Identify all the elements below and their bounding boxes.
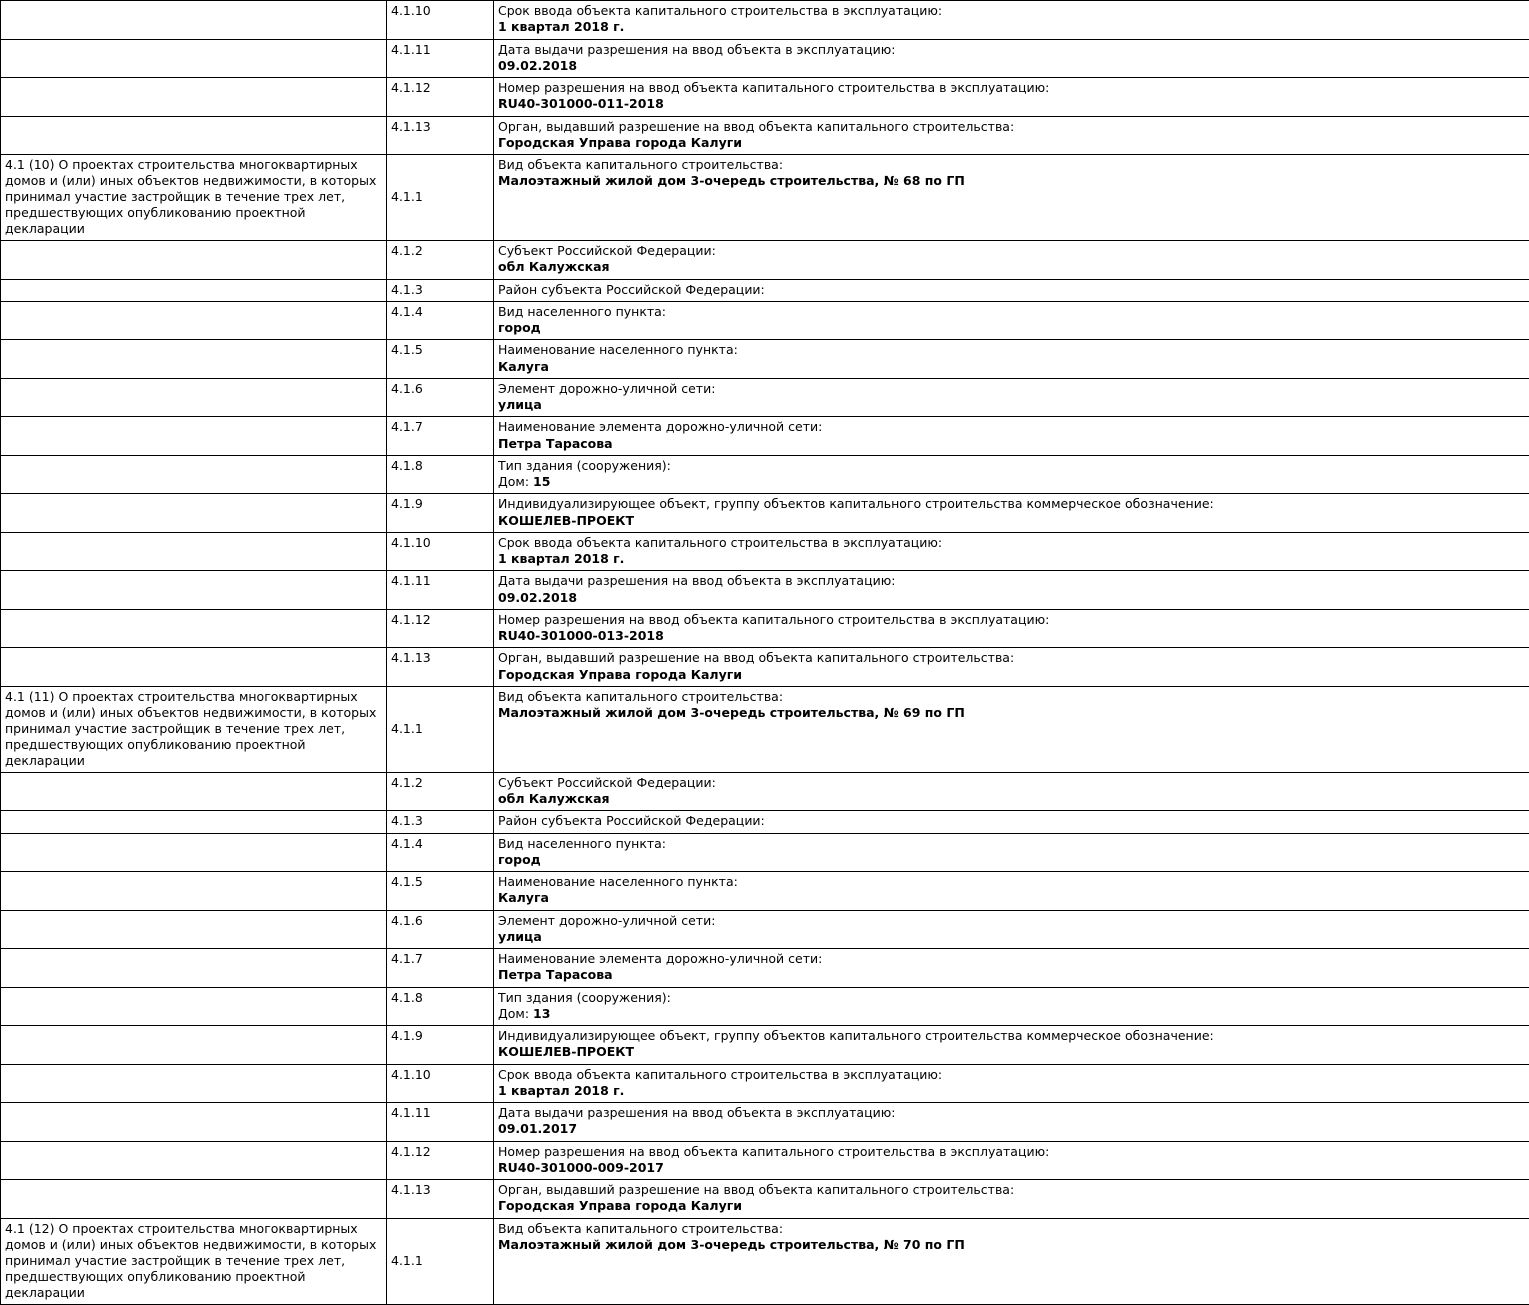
- field-value: Петра Тарасова: [498, 967, 1525, 983]
- section-description-cell: [1, 949, 387, 988]
- field-value-cell: [494, 571, 1529, 610]
- field-value: город: [498, 852, 1525, 868]
- field-code-cell: 4.1.9: [387, 494, 494, 533]
- table-row: [1, 455, 1529, 494]
- field-value: 09.02.2018: [498, 58, 1525, 74]
- field-code-cell: 4.1.1: [387, 155, 494, 241]
- section-description-cell: [1, 648, 387, 687]
- table-row: [1, 1103, 1529, 1142]
- field-value-cell: [494, 872, 1529, 911]
- section-description-cell: [1, 455, 387, 494]
- field-code-cell: 4.1.11: [387, 39, 494, 78]
- field-code-cell: 4.1.13: [387, 1180, 494, 1219]
- field-label: Тип здания (сооружения):: [498, 458, 1525, 474]
- field-code-cell: 4.1.1: [387, 1218, 494, 1304]
- field-value-cell: [494, 833, 1529, 872]
- table-row: [1, 116, 1529, 155]
- field-value: КОШЕЛЕВ-ПРОЕКТ: [498, 513, 1525, 529]
- field-label: Наименование элемента дорожно-уличной сети:: [498, 951, 1525, 967]
- field-code-cell: 4.1.3: [387, 811, 494, 833]
- field-value-cell: [494, 910, 1529, 949]
- table-row: [1, 571, 1529, 610]
- field-value-cell: [494, 648, 1529, 687]
- section-description-cell: [1, 39, 387, 78]
- field-code-cell: 4.1.2: [387, 241, 494, 280]
- field-label: Срок ввода объекта капитального строительства в эксплуатацию:: [498, 3, 1525, 19]
- field-label: Тип здания (сооружения):: [498, 990, 1525, 1006]
- field-label: Район субъекта Российской Федерации:: [498, 813, 1525, 829]
- field-label: Субъект Российской Федерации:: [498, 775, 1525, 791]
- field-code-cell: 4.1.8: [387, 987, 494, 1026]
- field-value-cell: [494, 494, 1529, 533]
- field-label: Наименование элемента дорожно-уличной сети:: [498, 419, 1525, 435]
- field-code-cell: 4.1.2: [387, 772, 494, 811]
- table-row: [1, 279, 1529, 301]
- field-code-cell: 4.1.10: [387, 532, 494, 571]
- section-description-cell: [1, 609, 387, 648]
- section-description-cell: [1, 772, 387, 811]
- field-label: Орган, выдавший разрешение на ввод объекта капитального строительства:: [498, 650, 1525, 666]
- section-description-cell: [1, 811, 387, 833]
- section-description-cell: [1, 78, 387, 117]
- field-label: Дата выдачи разрешения на ввод объекта в эксплуатацию:: [498, 573, 1525, 589]
- table-row: [1, 1064, 1529, 1103]
- field-code-cell: 4.1.5: [387, 872, 494, 911]
- field-code-cell: 4.1.1: [387, 686, 494, 772]
- section-description-cell: [1, 340, 387, 379]
- table-row: [1, 155, 1529, 241]
- field-code-cell: 4.1.12: [387, 78, 494, 117]
- field-value-cell: [494, 1064, 1529, 1103]
- field-value-cell: [494, 987, 1529, 1026]
- field-code-cell: 4.1.3: [387, 279, 494, 301]
- table-row: [1, 872, 1529, 911]
- field-code-cell: 4.1.13: [387, 648, 494, 687]
- field-code-cell: 4.1.7: [387, 949, 494, 988]
- field-value: 1 квартал 2018 г.: [498, 19, 1525, 35]
- field-label: Срок ввода объекта капитального строительства в эксплуатацию:: [498, 1067, 1525, 1083]
- field-value: Калуга: [498, 890, 1525, 906]
- field-value: обл Калужская: [498, 259, 1525, 275]
- table-row: [1, 1, 1529, 40]
- field-label: Наименование населенного пункта:: [498, 342, 1525, 358]
- field-value: [498, 474, 1525, 490]
- section-description-cell: 4.1 (12) О проектах строительства многоквартирных домов и (или) иных объектов недвижимости, в которых принимал участие застройщик в течение трех лет, предшествующих опубликованию проектной декларации: [1, 1218, 387, 1304]
- field-value-cell: [494, 686, 1529, 772]
- field-value-cell: [494, 279, 1529, 301]
- section-description-cell: 4.1 (11) О проектах строительства многоквартирных домов и (или) иных объектов недвижимости, в которых принимал участие застройщик в течение трех лет, предшествующих опубликованию проектной декларации: [1, 686, 387, 772]
- field-label: Вид объекта капитального строительства:: [498, 157, 1525, 173]
- field-value: КОШЕЛЕВ-ПРОЕКТ: [498, 1044, 1525, 1060]
- section-description-cell: [1, 987, 387, 1026]
- field-label: Субъект Российской Федерации:: [498, 243, 1525, 259]
- field-code-cell: 4.1.7: [387, 417, 494, 456]
- section-description-cell: [1, 1026, 387, 1065]
- field-code-cell: 4.1.10: [387, 1064, 494, 1103]
- table-row: [1, 949, 1529, 988]
- table-row: [1, 1180, 1529, 1219]
- field-value: улица: [498, 929, 1525, 945]
- field-label: Вид населенного пункта:: [498, 836, 1525, 852]
- section-description-cell: [1, 532, 387, 571]
- field-label: Наименование населенного пункта:: [498, 874, 1525, 890]
- field-code-cell: 4.1.10: [387, 1, 494, 40]
- field-value: Городская Управа города Калуги: [498, 135, 1525, 151]
- field-label: Район субъекта Российской Федерации:: [498, 282, 1525, 298]
- field-value-cell: [494, 301, 1529, 340]
- table-row: [1, 494, 1529, 533]
- field-value: Городская Управа города Калуги: [498, 667, 1525, 683]
- field-value-cell: [494, 949, 1529, 988]
- field-value: RU40-301000-011-2018: [498, 96, 1525, 112]
- field-value: улица: [498, 397, 1525, 413]
- field-value: Малоэтажный жилой дом 3-очередь строительства, № 69 по ГП: [498, 705, 1525, 721]
- field-value: 1 квартал 2018 г.: [498, 551, 1525, 567]
- field-label: Индивидуализирующее объект, группу объектов капитального строительства коммерческое обозначение:: [498, 1028, 1525, 1044]
- field-label: Индивидуализирующее объект, группу объектов капитального строительства коммерческое обозначение:: [498, 496, 1525, 512]
- section-description-cell: [1, 833, 387, 872]
- field-value: 09.02.2018: [498, 590, 1525, 606]
- section-description-cell: 4.1 (10) О проектах строительства многоквартирных домов и (или) иных объектов недвижимости, в которых принимал участие застройщик в течение трех лет, предшествующих опубликованию проектной декларации: [1, 155, 387, 241]
- field-value-cell: [494, 772, 1529, 811]
- field-label: Орган, выдавший разрешение на ввод объекта капитального строительства:: [498, 1182, 1525, 1198]
- field-label: Номер разрешения на ввод объекта капитального строительства в эксплуатацию:: [498, 612, 1525, 628]
- field-value-text: 13: [533, 1006, 550, 1021]
- field-label: Вид населенного пункта:: [498, 304, 1525, 320]
- field-code-cell: 4.1.13: [387, 116, 494, 155]
- field-value: Калуга: [498, 359, 1525, 375]
- table-row: [1, 833, 1529, 872]
- section-description-cell: [1, 571, 387, 610]
- table-row: [1, 648, 1529, 687]
- section-description-cell: [1, 494, 387, 533]
- field-value: обл Калужская: [498, 791, 1525, 807]
- section-description-cell: [1, 872, 387, 911]
- field-value: город: [498, 320, 1525, 336]
- table-row: [1, 987, 1529, 1026]
- table-row: [1, 1141, 1529, 1180]
- field-value-cell: [494, 1026, 1529, 1065]
- field-value-cell: [494, 455, 1529, 494]
- field-code-cell: 4.1.11: [387, 571, 494, 610]
- table-row: [1, 532, 1529, 571]
- field-value-cell: [494, 609, 1529, 648]
- field-value-cell: [494, 340, 1529, 379]
- field-value: Петра Тарасова: [498, 436, 1525, 452]
- field-value-cell: [494, 811, 1529, 833]
- table-row: [1, 301, 1529, 340]
- field-label: Вид объекта капитального строительства:: [498, 1221, 1525, 1237]
- field-value-cell: [494, 155, 1529, 241]
- section-description-cell: [1, 301, 387, 340]
- table-row: [1, 811, 1529, 833]
- table-row: [1, 378, 1529, 417]
- field-code-cell: 4.1.9: [387, 1026, 494, 1065]
- table-row: [1, 1026, 1529, 1065]
- field-code-cell: 4.1.8: [387, 455, 494, 494]
- table-row: [1, 417, 1529, 456]
- field-value-text: 15: [533, 474, 550, 489]
- field-value-cell: [494, 1141, 1529, 1180]
- section-description-cell: [1, 417, 387, 456]
- field-label: Элемент дорожно-уличной сети:: [498, 913, 1525, 929]
- field-value: 1 квартал 2018 г.: [498, 1083, 1525, 1099]
- field-value-cell: [494, 1180, 1529, 1219]
- section-description-cell: [1, 241, 387, 280]
- table-row: [1, 609, 1529, 648]
- field-value: RU40-301000-013-2018: [498, 628, 1525, 644]
- field-code-cell: 4.1.11: [387, 1103, 494, 1142]
- field-value-cell: [494, 532, 1529, 571]
- field-code-cell: 4.1.4: [387, 833, 494, 872]
- field-label: Номер разрешения на ввод объекта капитального строительства в эксплуатацию:: [498, 1144, 1525, 1160]
- field-value-cell: [494, 1218, 1529, 1304]
- field-value-cell: [494, 1103, 1529, 1142]
- field-value-cell: [494, 378, 1529, 417]
- table-row: [1, 340, 1529, 379]
- field-label: Дата выдачи разрешения на ввод объекта в эксплуатацию:: [498, 42, 1525, 58]
- table-row: [1, 1218, 1529, 1304]
- field-code-cell: 4.1.12: [387, 1141, 494, 1180]
- field-value: Малоэтажный жилой дом 3-очередь строительства, № 70 по ГП: [498, 1237, 1525, 1253]
- field-code-cell: 4.1.4: [387, 301, 494, 340]
- section-description-cell: [1, 1, 387, 40]
- table-row: [1, 241, 1529, 280]
- table-row: [1, 910, 1529, 949]
- field-label: Элемент дорожно-уличной сети:: [498, 381, 1525, 397]
- field-label: Орган, выдавший разрешение на ввод объекта капитального строительства:: [498, 119, 1525, 135]
- field-value-cell: [494, 116, 1529, 155]
- table-row: [1, 39, 1529, 78]
- field-value: Городская Управа города Калуги: [498, 1198, 1525, 1214]
- field-value-prefix: Дом:: [498, 474, 533, 489]
- field-value-cell: [494, 39, 1529, 78]
- section-description-cell: [1, 1141, 387, 1180]
- field-label: Номер разрешения на ввод объекта капитального строительства в эксплуатацию:: [498, 80, 1525, 96]
- field-value-cell: [494, 1, 1529, 40]
- field-value: [498, 1006, 1525, 1022]
- section-description-cell: [1, 1180, 387, 1219]
- table-row: [1, 78, 1529, 117]
- field-code-cell: 4.1.6: [387, 378, 494, 417]
- section-description-cell: [1, 279, 387, 301]
- field-value-cell: [494, 241, 1529, 280]
- field-label: Срок ввода объекта капитального строительства в эксплуатацию:: [498, 535, 1525, 551]
- field-value: 09.01.2017: [498, 1121, 1525, 1137]
- field-code-cell: 4.1.12: [387, 609, 494, 648]
- section-description-cell: [1, 1064, 387, 1103]
- table-row: [1, 686, 1529, 772]
- section-description-cell: [1, 378, 387, 417]
- field-code-cell: 4.1.5: [387, 340, 494, 379]
- section-description-cell: [1, 116, 387, 155]
- field-value-cell: [494, 78, 1529, 117]
- field-label: Дата выдачи разрешения на ввод объекта в эксплуатацию:: [498, 1105, 1525, 1121]
- field-value: RU40-301000-009-2017: [498, 1160, 1525, 1176]
- table-row: [1, 772, 1529, 811]
- field-label: Вид объекта капитального строительства:: [498, 689, 1525, 705]
- section-description-cell: [1, 1103, 387, 1142]
- field-value-cell: [494, 417, 1529, 456]
- field-value: Малоэтажный жилой дом 3-очередь строительства, № 68 по ГП: [498, 173, 1525, 189]
- section-description-cell: [1, 910, 387, 949]
- field-value-prefix: Дом:: [498, 1006, 533, 1021]
- field-code-cell: 4.1.6: [387, 910, 494, 949]
